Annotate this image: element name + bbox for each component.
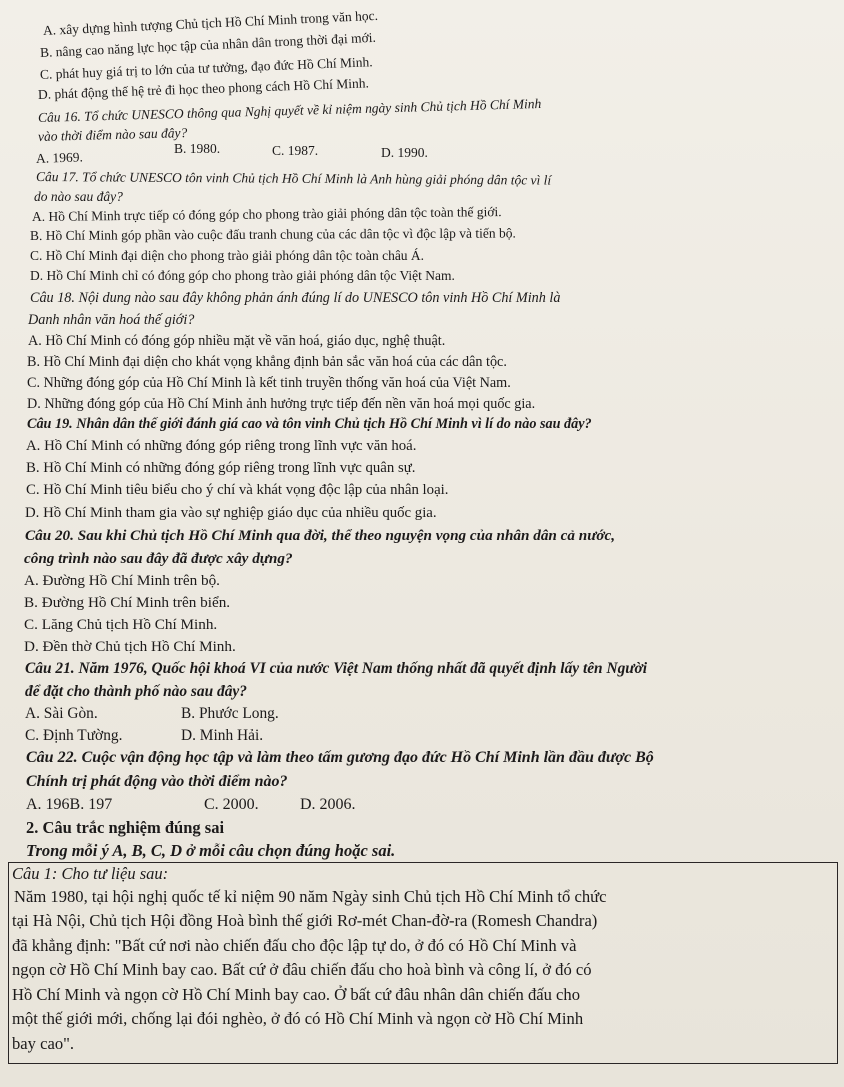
- source-line-2: tại Hà Nội, Chủ tịch Hội đồng Hoà bình thế giới Rơ-mét Chan-đờ-ra (Romesh Chandra): [12, 911, 598, 930]
- section-title: 2. Câu trắc nghiệm đúng sai: [26, 818, 225, 837]
- q16-option-c: C. 1987.: [272, 143, 319, 158]
- q21-line1: Câu 21. Năm 1976, Quốc hội khoá VI của nước Việt Nam thống nhất đã quyết định lấy tên Người: [25, 660, 648, 677]
- q16-option-a: A. 1969.: [35, 149, 84, 166]
- q22-line1: Câu 22. Cuộc vận động học tập và làm theo tấm gương đạo đức Hồ Chí Minh lần đầu được Bộ: [26, 749, 654, 766]
- q18-option-d: D. Những đóng góp của Hồ Chí Minh ảnh hưởng trực tiếp đến nền văn hoá mọi quốc gia.: [27, 396, 536, 412]
- q20-option-b: B. Đường Hồ Chí Minh trên biển.: [24, 594, 231, 611]
- q22-option-c: C. 2000.: [204, 796, 259, 813]
- section-instruction: Trong mỗi ý A, B, C, D ở mỗi câu chọn đúng hoặc sai.: [26, 841, 396, 860]
- q17-option-a: A. Hồ Chí Minh trực tiếp có đóng góp cho phong trào giải phóng dân tộc toàn thế giới.: [31, 204, 502, 224]
- q21-option-b: B. Phước Long.: [181, 705, 279, 722]
- top-option-a: A. xây dựng hình tượng Chủ tịch Hồ Chí Minh trong văn học.: [42, 7, 379, 38]
- q17-line1: Câu 17. Tổ chức UNESCO tôn vinh Chủ tịch Hồ Chí Minh là Anh hùng giải phóng dân tộc vì lí: [35, 169, 552, 188]
- q21-option-c: C. Định Tường.: [25, 727, 123, 744]
- q19-option-a: A. Hồ Chí Minh có những đóng góp riêng trong lĩnh vực văn hoá.: [26, 438, 417, 454]
- q20-line1: Câu 20. Sau khi Chủ tịch Hồ Chí Minh qua đời, thể theo nguyện vọng của nhân dân cả nước,: [25, 527, 616, 544]
- source-line-7: bay cao".: [12, 1034, 75, 1053]
- source-line-4: ngọn cờ Hồ Chí Minh bay cao. Bất cứ ở đâu chiến đấu cho hoà bình và công lí, ở đó có: [12, 960, 592, 979]
- q20-line2: công trình nào sau đây đã được xây dựng?: [24, 550, 293, 567]
- q21-option-a: A. Sài Gòn.: [25, 705, 98, 722]
- q19-option-c: C. Hồ Chí Minh tiêu biểu cho ý chí và khát vọng độc lập của nhân loại.: [26, 482, 449, 498]
- q18-option-b: B. Hồ Chí Minh đại diện cho khát vọng khẳng định bản sắc văn hoá của các dân tộc.: [27, 354, 507, 370]
- q16-option-d: D. 1990.: [381, 145, 428, 160]
- q20-option-d: D. Đền thờ Chủ tịch Hồ Chí Minh.: [24, 638, 236, 655]
- q21-option-d: D. Minh Hải.: [181, 727, 264, 744]
- source-line-3: đã khẳng định: "Bất cứ nơi nào chiến đấu cho độc lập tự do, ở đó có Hồ Chí Minh và: [12, 936, 577, 955]
- q19-option-b: B. Hồ Chí Minh có những đóng góp riêng trong lĩnh vực quân sự.: [26, 460, 416, 476]
- source-line-1: Năm 1980, tại hội nghị quốc tế kỉ niệm 90 năm Ngày sinh Chủ tịch Hồ Chí Minh tổ chức: [14, 887, 607, 906]
- q22-line2: Chính trị phát động vào thời điểm nào?: [26, 773, 288, 790]
- q20-option-c: C. Lăng Chủ tịch Hồ Chí Minh.: [24, 616, 218, 633]
- question-1-label: Câu 1: Cho tư liệu sau:: [12, 864, 169, 883]
- q18-line1: Câu 18. Nội dung nào sau đây không phản ánh đúng lí do UNESCO tôn vinh Hồ Chí Minh là: [30, 290, 561, 306]
- q17-line2: do nào sau đây?: [34, 189, 123, 204]
- q19-line1: Câu 19. Nhân dân thế giới đánh giá cao và tôn vinh Chủ tịch Hồ Chí Minh vì lí do nào sau đây?: [27, 416, 592, 432]
- q19-option-d: D. Hồ Chí Minh tham gia vào sự nghiệp giáo dục của nhiều quốc gia.: [25, 505, 437, 521]
- source-line-5: Hồ Chí Minh và ngọn cờ Hồ Chí Minh bay cao. Ở bất cứ đâu nhân dân chiến đấu cho: [12, 985, 581, 1004]
- q22-option-d: D. 2006.: [300, 796, 356, 813]
- q17-option-b: B. Hồ Chí Minh góp phần vào cuộc đấu tranh chung của các dân tộc vì độc lập và tiến bộ.: [29, 225, 516, 243]
- q20-option-a: A. Đường Hồ Chí Minh trên bộ.: [24, 572, 220, 589]
- top-option-b: B. nâng cao năng lực học tập của nhân dân trong thời đại mới.: [39, 29, 377, 60]
- top-option-d: D. phát động thế hệ trẻ đi học theo phong cách Hồ Chí Minh.: [37, 75, 370, 102]
- q22-option-ab: A. 196B. 197: [26, 796, 113, 813]
- q18-option-a: A. Hồ Chí Minh có đóng góp nhiều mặt về văn hoá, giáo dục, nghệ thuật.: [28, 333, 446, 349]
- q18-line2: Danh nhân văn hoá thế giới?: [28, 312, 195, 328]
- q17-option-d: D. Hồ Chí Minh chỉ có đóng góp cho phong trào giải phóng dân tộc Việt Nam.: [30, 268, 455, 283]
- top-option-c: C. phát huy giá trị to lớn của tư tưởng, đạo đức Hồ Chí Minh.: [39, 54, 373, 82]
- q21-line2: để đặt cho thành phố nào sau đây?: [25, 683, 247, 700]
- q16-option-b: B. 1980.: [174, 141, 221, 156]
- q17-option-c: C. Hồ Chí Minh đại diện cho phong trào giải phóng dân tộc toàn châu Á.: [30, 248, 425, 263]
- q18-option-c: C. Những đóng góp của Hồ Chí Minh là kết tinh truyền thống văn hoá của Việt Nam.: [27, 375, 511, 391]
- q16-line1: Câu 16. Tổ chức UNESCO thông qua Nghị quyết về kỉ niệm ngày sinh Chủ tịch Hồ Chí Minh: [37, 95, 542, 125]
- source-line-6: một thế giới mới, chống lại đói nghèo, ở đó có Hồ Chí Minh và ngọn cờ Hồ Chí Minh: [12, 1009, 584, 1028]
- q16-line2: vào thời điểm nào sau đây?: [37, 125, 188, 144]
